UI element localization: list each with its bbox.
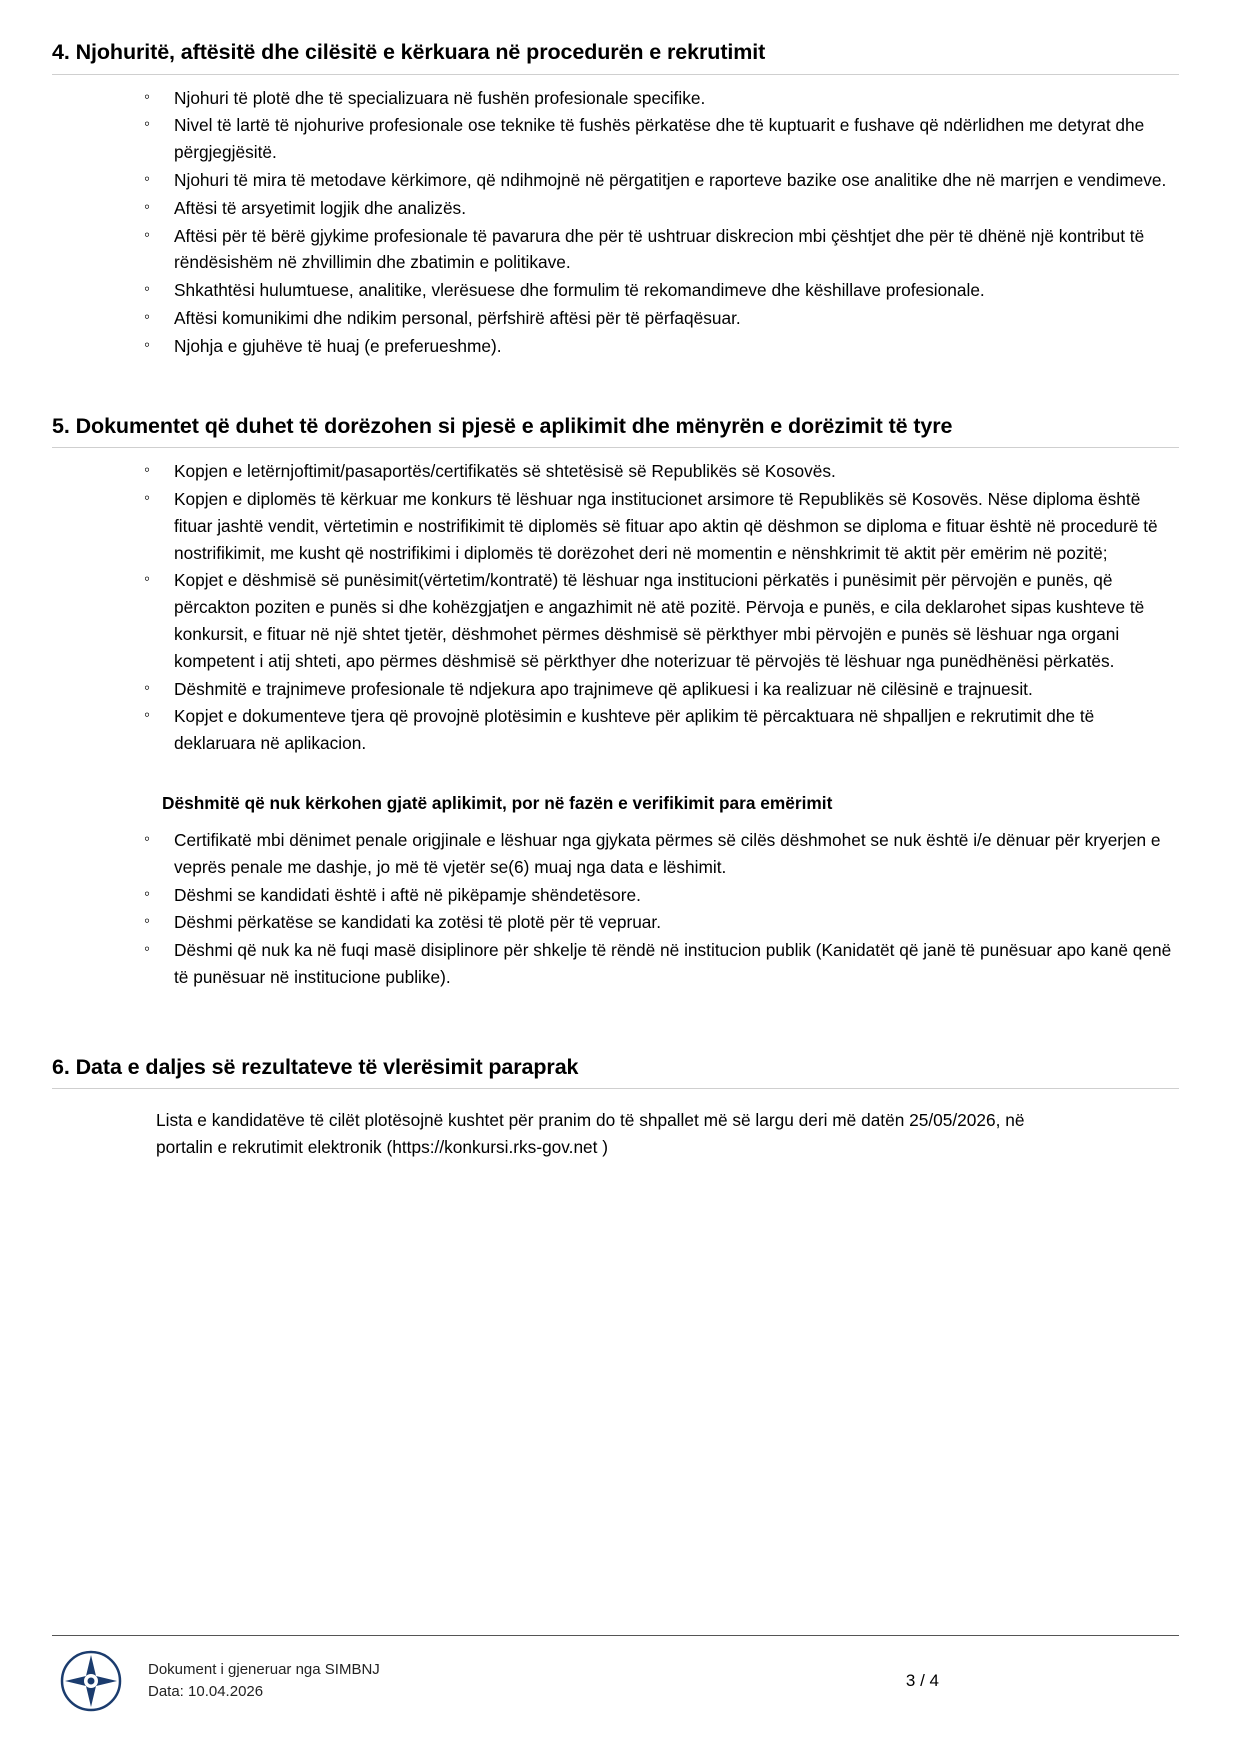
section-4-divider [52, 74, 1179, 75]
section-5 [52, 412, 1179, 991]
list-item: ◦ Dëshmi përkatëse se kandidati ka zotësi të plotë për të vepruar. [138, 909, 1179, 936]
list-item: ◦ Aftësi për të bërë gjykime profesionale të pavarura dhe për të ushtruar diskrecion mbi çështjet dhe për të dhënë një kontribut të rëndësishëm në zhvillimin dhe zbatimin e politikave. [138, 223, 1179, 277]
section-4-title: 4. Njohuritë, aftësitë dhe cilësitë e kërkuara në procedurën e rekrutimit [52, 40, 766, 64]
list-item: ◦ Shkathtësi hulumtuese, analitike, vlerësuese dhe formulim të rekomandimeve dhe këshillave profesionale. [138, 277, 1179, 304]
list-item: ◦ Kopjet e dëshmisë së punësimit(vërtetim/kontratë) të lëshuar nga institucioni përkatës i punësimit për përvojën e punës, që përcakton poziten e punës si dhe kohëzgjatjen e angazhimit në atë pozitë. Përvoja e punës, e cila deklarohet sipas kushteve të konkursit, e fituar në një shtet tjetër, dëshmohet përmes dëshmisë së përkthyer mbi përvojën e punës së lëshuar nga organi kompetent i atij shteti, apo përmes dëshmisë së përkthyer dhe noterizuar të përvojës të lëshuar nga punëdhënësi përkatës. [138, 567, 1179, 674]
section-4 [52, 38, 1179, 360]
list-item: ◦ Kopjet e dokumenteve tjera që provojnë plotësimin e kushteve për aplikim të përcaktuara në shpalljen e rekrutimit dhe të deklaruara në aplikacion. [138, 703, 1179, 757]
page-footer [52, 1635, 1179, 1712]
section-6 [52, 1053, 1179, 1161]
section-5-title: 5. Dokumentet që duhet të dorëzohen si pjesë e aplikimit dhe mënyrën e dorëzimit të tyre [52, 413, 953, 438]
list-item: ◦ Kopjen e diplomës të kërkuar me konkurs të lëshuar nga institucionet arsimore të Republikës së Kosovës. Nëse diploma është fituar jashtë vendit, vërtetimin e nostrifikimit të diplomës së fituar apo aktin që dëshmon se diploma e fituar është në procedurë të nostrifikimit, me kusht që nostrifikimi i diplomës të dorëzohet deri në momentin e nënshkrimit të aktit për emërim në pozitë; [138, 486, 1179, 566]
list-item: ◦ Nivel të lartë të njohurive profesionale ose teknike të fushës përkatëse dhe të kuptuarit e fushave që ndërlidhen me detyrat dhe përgjegjësitë. [138, 112, 1179, 166]
section-5-divider [52, 447, 1179, 448]
list-item: ◦ Njohuri të mira të metodave kërkimore, që ndihmojnë në përgatitjen e raporteve bazike ose analitike dhe në marrjen e vendimeve. [138, 167, 1179, 194]
list-item: ◦ Dëshmi që nuk ka në fuqi masë disiplinore për shkelje të rëndë në institucion publik (Kanidatët që janë të punësuar apo kanë qenë të punësuar në institucione publike). [138, 937, 1179, 991]
institution-logo-icon [60, 1650, 122, 1712]
list-item: ◦ Dëshmitë e trajnimeve profesionale të ndjekura apo trajnimeve që aplikuesi i ka realizuar në cilësinë e trajnuesit. [138, 676, 1179, 703]
section-5-subheading: Dëshmitë që nuk kërkohen gjatë aplikimit, por në fazën e verifikimit para emërimit [162, 793, 833, 814]
footer-line-1: Dokument i gjeneruar nga SIMBNJ [148, 1660, 380, 1678]
footer-text [148, 1659, 380, 1704]
section-5-list [52, 458, 1179, 757]
section-5-sublist [52, 827, 1179, 991]
list-item: ◦ Dëshmi se kandidati është i aftë në pikëpamje shëndetësore. [138, 882, 1179, 909]
section-6-divider [52, 1088, 1179, 1089]
list-item: ◦ Aftësi komunikimi dhe ndikim personal, përfshirë aftësi për të përfaqësuar. [138, 305, 1179, 332]
list-item: ◦ Aftësi të arsyetimit logjik dhe analizës. [138, 195, 1179, 222]
page-number: 3 / 4 [905, 1671, 939, 1690]
footer-row [52, 1650, 1179, 1712]
list-item: ◦ Certifikatë mbi dënimet penale origjinale e lëshuar nga gjykata përmes së cilës dëshmohet se nuk është i/e dënuar për kryerjen e veprës penale me dashje, jo më të vjetër se(6) muaj nga data e lëshimit. [138, 827, 1179, 881]
list-item: ◦ Njohuri të plotë dhe të specializuara në fushën profesionale specifike. [138, 85, 1179, 112]
list-item: ◦ Kopjen e letërnjoftimit/pasaportës/certifikatës së shtetësisë së Republikës së Kosovës. [138, 458, 1179, 485]
footer-line-2: Data: 10.04.2026 [148, 1683, 264, 1700]
footer-divider [52, 1635, 1179, 1636]
list-item: ◦ Njohja e gjuhëve të huaj (e preferueshme). [138, 333, 1179, 360]
section-4-list [52, 85, 1179, 360]
section-6-title: 6. Data e daljes së rezultateve të vlerësimit paraprak [52, 1054, 579, 1079]
section-6-paragraph: Lista e kandidatëve të cilët plotësojnë kushtet për pranim do të shpallet më së largu deri më datën 25/05/2026, në portalin e rekrutimit elektronik (https://konkursi.rks-gov.net ) [156, 1110, 1025, 1158]
